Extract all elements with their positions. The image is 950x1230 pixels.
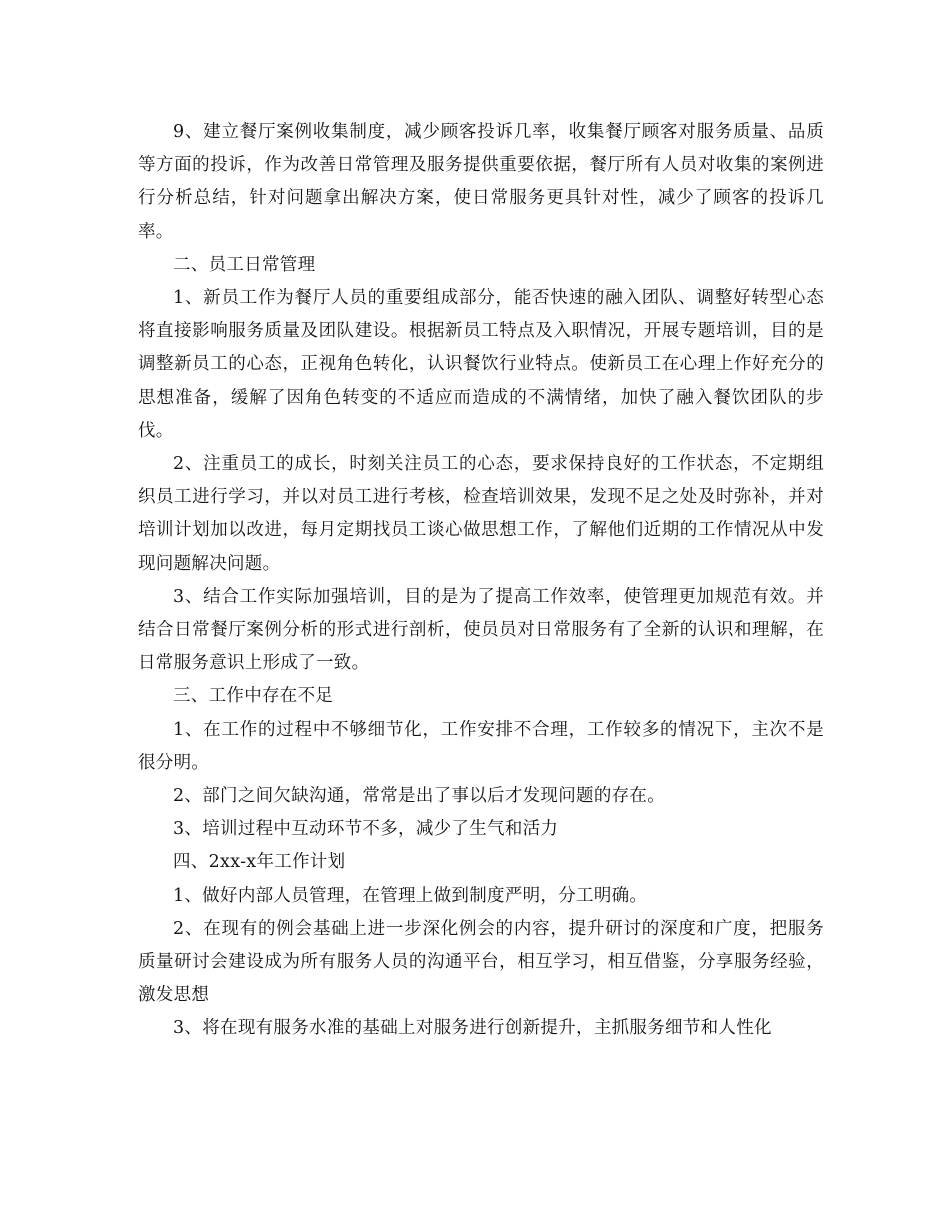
paragraph-shortcoming-communication: 2、部门之间欠缺沟通，常常是出了事以后才发现问题的存在。: [173, 786, 666, 807]
document-body: [138, 116, 824, 1046]
section-heading-staff-management: 二、员工日常管理: [173, 254, 316, 275]
section-heading-shortcomings: 三、工作中存在不足: [173, 686, 334, 707]
paragraph-staff-growth: 2、注重员工的成长，时刻关注员工的心态，要求保持良好的工作状态，不定期组织员工进行学习，并以对员工进行考核，检查培训效果，发现不足之处及时弥补，并对培训计划加以改进，每月定期找员工谈心做思想工作，了解他们近期的工作情况从中发现问题解决问题。: [138, 454, 824, 574]
section-heading-work-plan: 四、2xx-x年工作计划: [173, 852, 346, 873]
paragraph-training: 3、结合工作实际加强培训，目的是为了提高工作效率，使管理更加规范有效。并结合日常餐厅案例分析的形式进行剖析，使员员对日常服务有了全新的认识和理解，在日常服务意识上形成了一致。: [138, 586, 824, 674]
paragraph-shortcoming-interaction: 3、培训过程中互动环节不多，减少了生气和活力: [173, 819, 559, 840]
paragraph-case-collection: 9、建立餐厅案例收集制度，减少顾客投诉几率，收集餐厅顾客对服务质量、品质等方面的投诉，作为改善日常管理及服务提供重要依据，餐厅所有人员对收集的案例进行分析总结，针对问题拿出解决方案，使日常服务更具针对性，减少了顾客的投诉几率。: [138, 122, 824, 242]
paragraph-new-staff: 1、新员工作为餐厅人员的重要组成部分，能否快速的融入团队、调整好转型心态将直接影响服务质量及团队建设。根据新员工特点及入职情况，开展专题培训，目的是调整新员工的心态，正视角色转化，认识餐饮行业特点。使新员工在心理上作好充分的思想准备，缓解了因角色转变的不适应而造成的不满情绪，加快了融入餐饮团队的步伐。: [138, 288, 824, 441]
paragraph-plan-personnel: 1、做好内部人员管理，在管理上做到制度严明，分工明确。: [173, 885, 648, 906]
paragraph-plan-meetings: 2、在现有的例会基础上进一步深化例会的内容，提升研讨的深度和广度，把服务质量研讨会建设成为所有服务人员的沟通平台，相互学习，相互借鉴，分享服务经验，激发思想: [138, 918, 824, 1006]
paragraph-plan-service: 3、将在现有服务水准的基础上对服务进行创新提升，主抓服务细节和人性化: [173, 1018, 772, 1039]
paragraph-shortcoming-detail: 1、在工作的过程中不够细节化，工作安排不合理，工作较多的情况下，主次不是很分明。: [138, 719, 824, 773]
